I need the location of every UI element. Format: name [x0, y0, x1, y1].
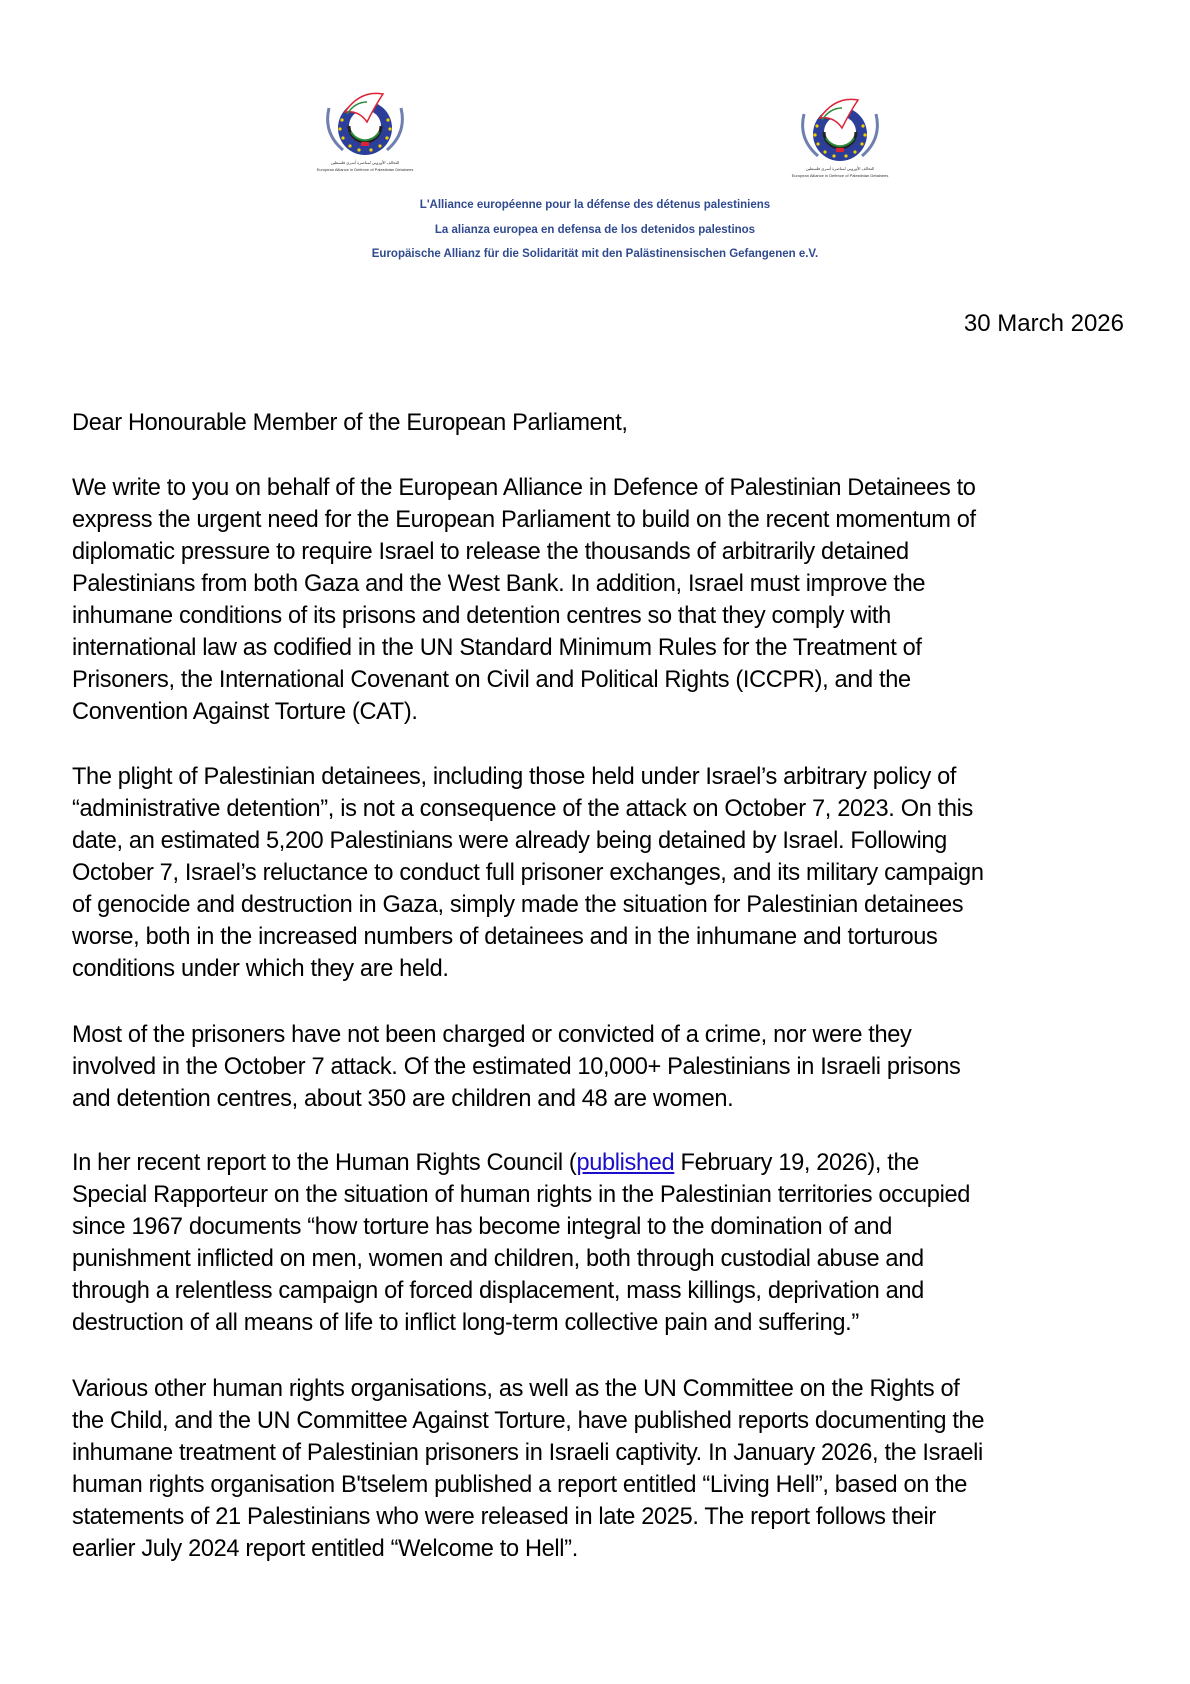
alliance-emblem-icon — [790, 94, 890, 166]
header-line-de: Europäische Allianz für die Solidarität mit den Palästinensischen Gefangenen e.V. — [371, 248, 819, 260]
paragraph-5 — [72, 1373, 984, 1565]
paragraph-line: “administrative detention”, is not a consequence of the attack on October 7, 2023. On this — [72, 796, 973, 822]
alliance-emblem-icon — [315, 88, 415, 160]
paragraph-line: punishment inflicted on men, women and children, both through custodial abuse and — [72, 1246, 924, 1272]
paragraph-line: date, an estimated 5,200 Palestinians were already being detained by Israel. Following — [72, 828, 947, 854]
paragraph-line: Prisoners, the International Covenant on Civil and Political Rights (ICCPR), and the — [72, 667, 911, 693]
paragraph-line: Various other human rights organisations, as well as the UN Committee on the Rights of — [72, 1376, 960, 1402]
paragraph-line: international law as codified in the UN Standard Minimum Rules for the Treatment of — [72, 635, 922, 661]
paragraph-line: the Child, and the UN Committee Against Torture, have published reports documenting the — [72, 1408, 985, 1434]
paragraph-line: The plight of Palestinian detainees, including those held under Israel’s arbitrary policy of — [72, 764, 957, 790]
paragraph-line: conditions under which they are held. — [72, 956, 449, 982]
paragraph-line: inhumane conditions of its prisons and detention centres so that they comply with — [72, 603, 891, 629]
salutation — [72, 407, 628, 439]
text: In her recent report to the Human Rights Council ( — [72, 1150, 577, 1176]
logo-caption-arabic: التحالف الأوروبي لمناصرة أسرى فلسطين — [805, 166, 875, 171]
logo-right — [790, 94, 890, 180]
paragraph-line: express the urgent need for the European Parliament to build on the recent momentum of — [72, 507, 976, 533]
paragraph-3 — [72, 1019, 961, 1115]
paragraph-line: since 1967 documents “how torture has become integral to the domination of and — [72, 1214, 892, 1240]
paragraph-2 — [72, 761, 984, 985]
paragraph-line: human rights organisation B'tselem published a report entitled “Living Hell”, based on the — [72, 1472, 968, 1498]
paragraph-line: involved in the October 7 attack. Of the estimated 10,000+ Palestinians in Israeli prisons — [72, 1054, 961, 1080]
header-line-es: La alianza europea en defensa de los detenidos palestinos — [434, 224, 756, 236]
text: February 19, 2026), the — [674, 1150, 920, 1176]
header-line-fr: L'Alliance européenne pour la défense des détenus palestiniens — [419, 199, 771, 211]
logo-left — [315, 88, 415, 174]
logo-caption-english: European Alliance in Defence of Palestinian Detainees — [791, 173, 889, 178]
paragraph-line: Most of the prisoners have not been charged or convicted of a crime, nor were they — [72, 1022, 912, 1048]
logo-caption-arabic: التحالف الأوروبي لمناصرة أسرى فلسطين — [330, 160, 400, 165]
paragraph-line: diplomatic pressure to require Israel to release the thousands of arbitrarily detained — [72, 539, 909, 565]
paragraph-line: statements of 21 Palestinians who were released in late 2025. The report follows their — [72, 1504, 936, 1530]
paragraph-4 — [72, 1147, 970, 1339]
salutation-text: Dear Honourable Member of the European Parliament, — [72, 410, 628, 436]
letter-date: 30 March 2026 — [963, 310, 1124, 337]
paragraph-line: through a relentless campaign of forced displacement, mass killings, deprivation and — [72, 1278, 924, 1304]
paragraph-line: inhumane treatment of Palestinian prisoners in Israeli captivity. In January 2026, the Israeli — [72, 1440, 983, 1466]
paragraph-line: and detention centres, about 350 are children and 48 are women. — [72, 1086, 734, 1112]
paragraph-line: worse, both in the increased numbers of detainees and in the inhumane and torturous — [72, 924, 938, 950]
paragraph-line: We write to you on behalf of the European Alliance in Defence of Palestinian Detainees to — [72, 475, 976, 501]
paragraph-line: destruction of all means of life to inflict long-term collective pain and suffering.” — [72, 1310, 859, 1336]
paragraph-line: of genocide and destruction in Gaza, simply made the situation for Palestinian detainees — [72, 892, 964, 918]
paragraph-line: earlier July 2024 report entitled “Welcome to Hell”. — [72, 1536, 578, 1562]
paragraph-line: Special Rapporteur on the situation of human rights in the Palestinian territories occupied — [72, 1182, 971, 1208]
paragraph-line: October 7, Israel’s reluctance to conduct full prisoner exchanges, and its military campaign — [72, 860, 984, 886]
paragraph-line — [72, 1147, 970, 1179]
paragraph-line: Convention Against Torture (CAT). — [72, 699, 418, 725]
logo-caption-english: European Alliance in Defence of Palestinian Detainees — [316, 167, 414, 172]
paragraph-1 — [72, 472, 976, 728]
paragraph-line: Palestinians from both Gaza and the West Bank. In addition, Israel must improve the — [72, 571, 926, 597]
published-link[interactable]: published — [576, 1150, 675, 1176]
